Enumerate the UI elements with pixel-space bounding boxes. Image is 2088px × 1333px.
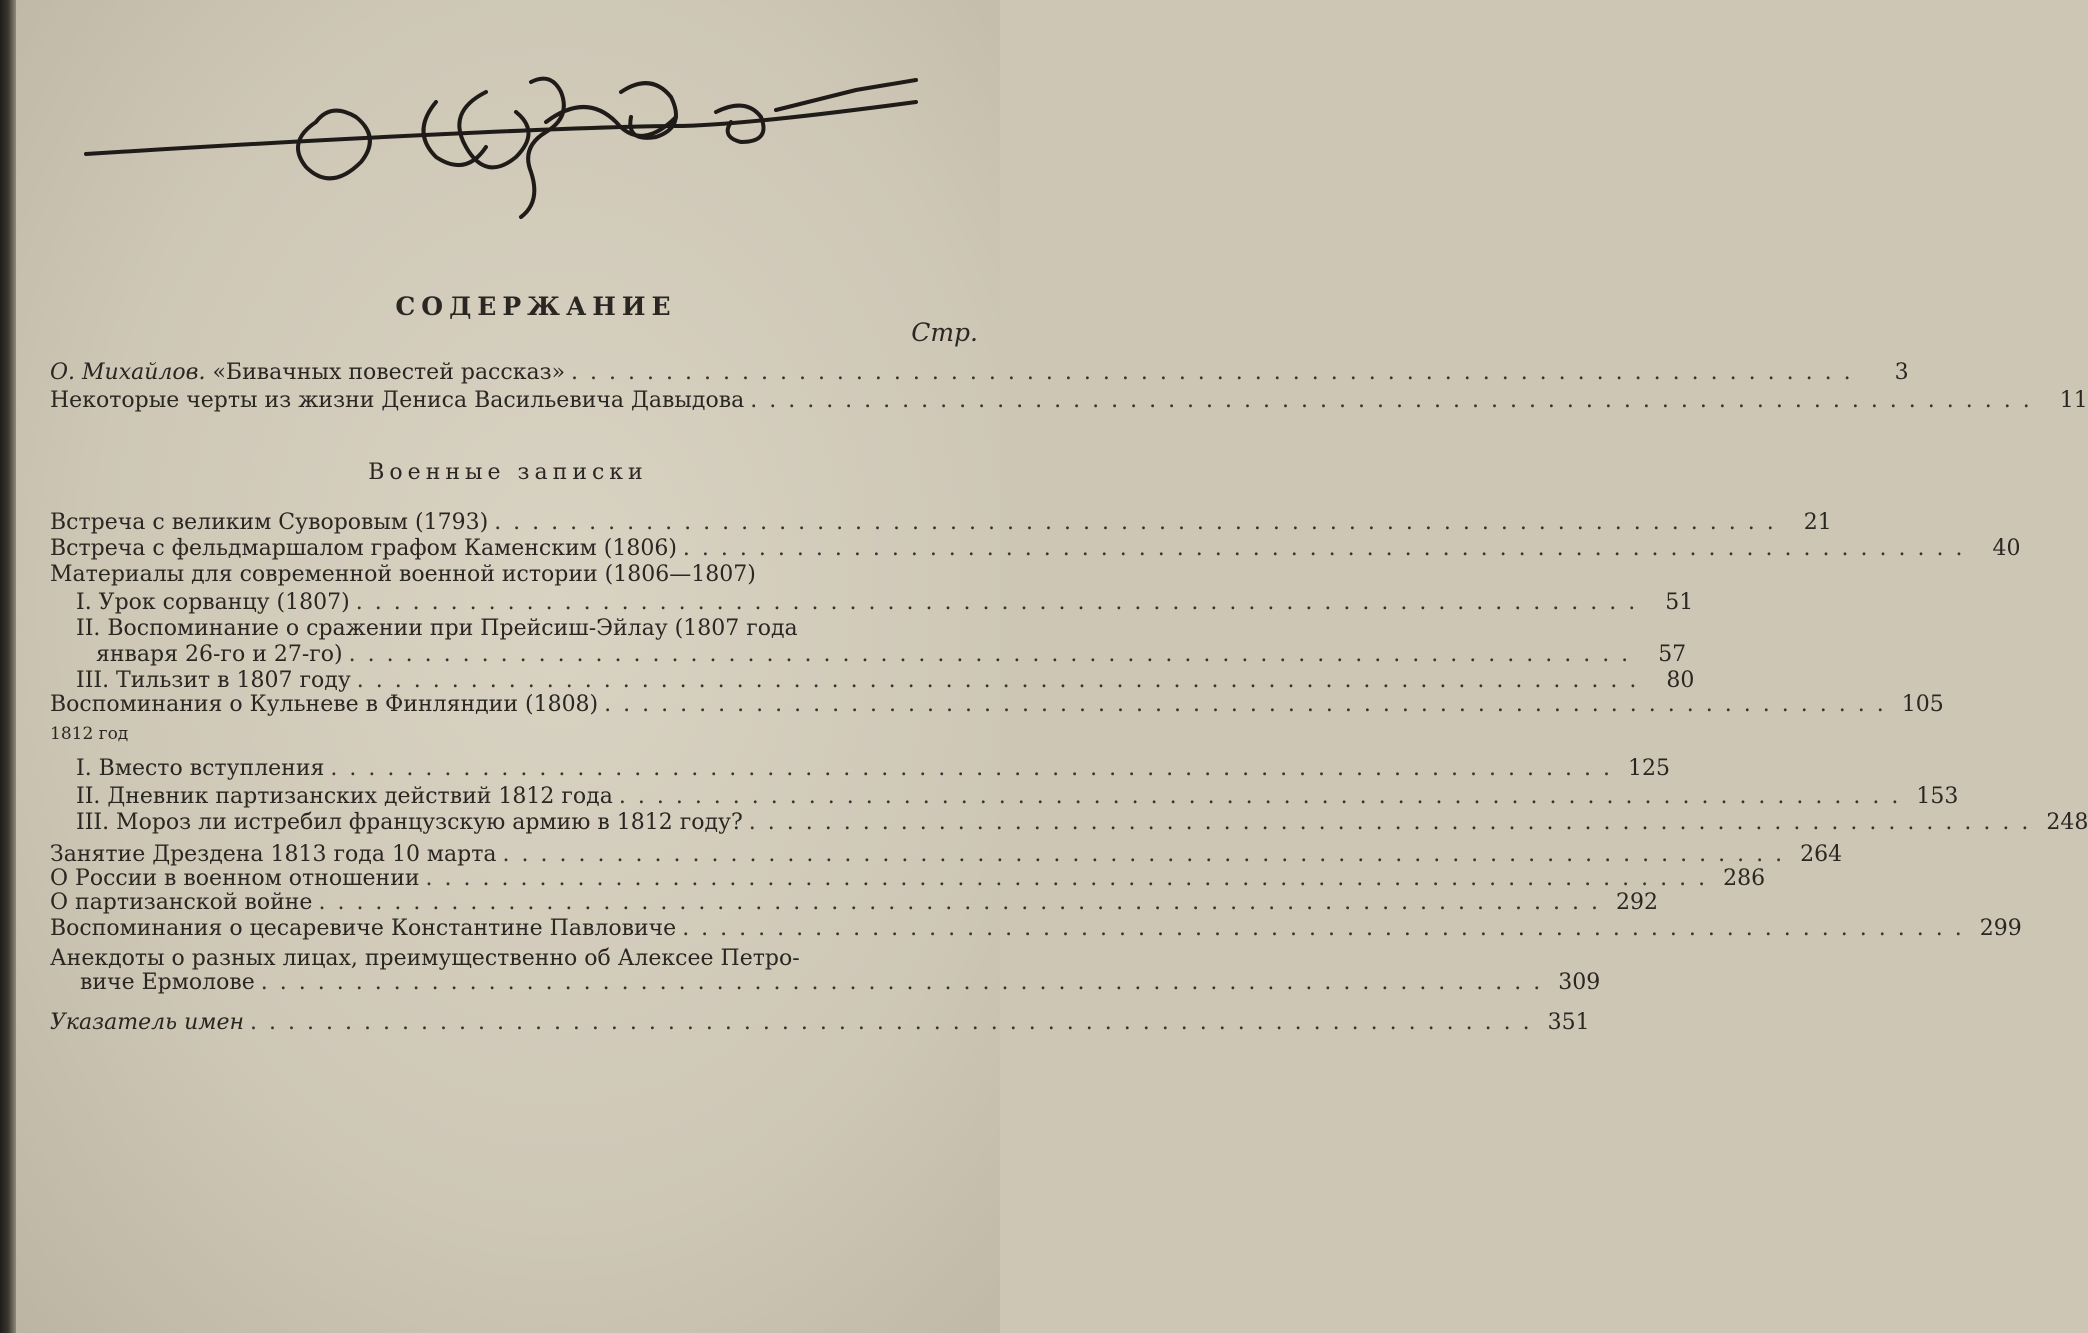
entry-title: II. Воспоминание о сражении при Прейсиш-Эйлау (1807 года: [76, 616, 798, 641]
entry-title: виче Ермолове: [80, 970, 255, 995]
toc-entry: [50, 536, 2021, 561]
entry-title: «Бивачных повестей рассказ»: [212, 360, 566, 385]
entry-title: Встреча с фельдмаршалом графом Каменским (1806): [50, 536, 677, 561]
entry-title: Встреча с великим Суворовым (1793): [50, 510, 489, 535]
entry-page: 57: [1658, 642, 1687, 667]
leader-dots: ....................................................................: [494, 510, 1786, 535]
entry-title: Материалы для современной военной истории (1806—1807): [50, 562, 756, 587]
page-title: СОДЕРЖАНИЕ: [395, 292, 677, 321]
leader-dots: ....................................................................: [604, 692, 1896, 717]
entry-page: 125: [1627, 756, 1670, 781]
leader-dots: ....................................................................: [748, 810, 2041, 835]
entry-title: I. Урок сорванцу (1807): [76, 590, 350, 615]
entry-page: 299: [1979, 916, 2022, 941]
leader-dots: ....................................................................: [260, 970, 1553, 995]
entry-title: Занятие Дрездена 1813 года 10 марта: [50, 842, 497, 867]
toc-entry: [76, 616, 990, 641]
entry-title: Указатель имен: [50, 1010, 245, 1035]
entry-title: III. Тильзит в 1807 году: [76, 668, 351, 693]
leader-dots: ....................................................................: [682, 536, 1975, 561]
toc-entry: [50, 866, 1766, 891]
entry-title: Воспоминания о Кульневе в Финляндии (1808): [50, 692, 599, 717]
leader-dots: ....................................................................: [355, 590, 1648, 615]
entry-title: О партизанской войне: [50, 890, 313, 915]
entry-page: 351: [1547, 1010, 1590, 1035]
leader-dots: ....................................................................: [750, 388, 2042, 413]
entry-page: 286: [1723, 866, 1766, 891]
toc-entry: [76, 668, 1695, 693]
toc-entry: [76, 784, 1959, 809]
entry-page: 292: [1616, 890, 1658, 915]
entry-title: О России в военном отношении: [50, 866, 420, 891]
book-spine-edge: [0, 0, 16, 1333]
toc-entry: [50, 388, 2088, 413]
entry-title: III. Мороз ли истребил французскую армию в 1812 году?: [76, 810, 743, 835]
leader-dots: ....................................................................: [502, 842, 1795, 867]
entry-title: Анекдоты о разных лицах, преимущественно об Алексее Петро-: [50, 946, 800, 971]
entry-title: Воспоминания о цесаревиче Константине Павловиче: [50, 916, 677, 941]
toc-entry: [50, 842, 1843, 867]
section-subheading: [50, 724, 990, 744]
entry-author: О. Михайлов.: [50, 360, 206, 385]
toc-entry: [50, 562, 990, 587]
entry-page: 40: [1992, 536, 2021, 561]
toc-entry: [80, 970, 1601, 995]
entry-page: 309: [1558, 970, 1601, 995]
entry-page: 153: [1916, 784, 1959, 809]
section-heading: Военные записки: [368, 460, 648, 485]
page-column-label: Стр.: [911, 318, 978, 347]
entry-page: 105: [1901, 692, 1944, 717]
entry-page: 3: [1894, 360, 1909, 385]
entry-title: января 26-го и 27-го): [96, 642, 343, 667]
leader-dots: ....................................................................: [330, 756, 1622, 781]
entry-page: 21: [1803, 510, 1832, 535]
entry-title: I. Вместо вступления: [76, 756, 325, 781]
entry-page: 11: [2059, 388, 2088, 413]
entry-page: 80: [1666, 668, 1695, 693]
entry-page: 264: [1800, 842, 1843, 867]
entry-title: II. Дневник партизанских действий 1812 года: [76, 784, 613, 809]
leader-dots: ....................................................................: [571, 360, 1863, 385]
toc-entry: [76, 810, 2088, 835]
leader-dots: ....................................................................: [348, 642, 1641, 667]
entry-title: Некоторые черты из жизни Дениса Васильевича Давыдова: [50, 388, 745, 413]
table-of-contents: [16, 0, 2088, 1333]
leader-dots: ....................................................................: [425, 866, 1718, 891]
toc-entry: [50, 890, 1658, 915]
entry-page: 248: [2046, 810, 2088, 835]
toc-entry: [50, 916, 2022, 941]
toc-entry: [50, 510, 1832, 535]
leader-dots: ....................................................................: [318, 890, 1610, 915]
toc-entry: [50, 946, 990, 971]
toc-entry: [76, 756, 1670, 781]
leader-dots: ....................................................................: [356, 668, 1649, 693]
entry-page: 51: [1665, 590, 1694, 615]
toc-entry: [50, 692, 1944, 717]
toc-entry: [76, 590, 1694, 615]
leader-dots: ....................................................................: [682, 916, 1974, 941]
book-page: [16, 0, 2088, 1333]
toc-entry: [50, 1010, 1590, 1035]
toc-entry: [50, 360, 1909, 385]
leader-dots: ....................................................................: [250, 1010, 1542, 1035]
section-1812-title: 1812 год: [50, 724, 129, 744]
leader-dots: ....................................................................: [618, 784, 1911, 809]
toc-entry: [96, 642, 1687, 667]
